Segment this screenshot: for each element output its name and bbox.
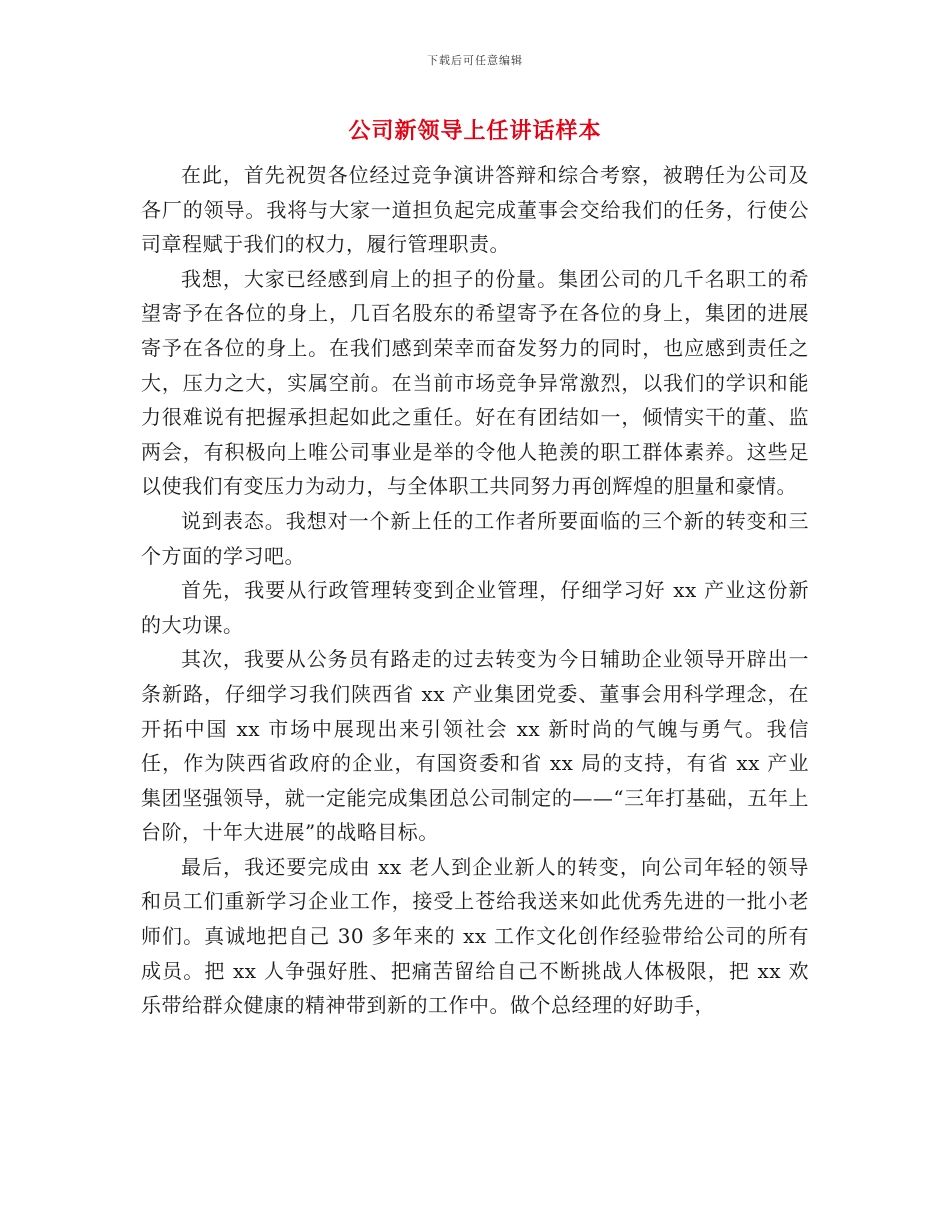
paragraph-2: 我想，大家已经感到肩上的担子的份量。集团公司的几千名职工的希望寄予在各位的身上，几百名股东的希望寄予在各位的身上，集团的进展寄予在各位的身上。在我们感到荣幸而奋发努力的同时，也应感到责任之大，压力之大，实属空前。在当前市场竞争异常激烈，以我们的学识和能力很难说有把握承担起如此之重任。好在有团结如一，倾情实干的董、监两会，有积极向上唯公司事业是举的令他人艳羡的职工群体素养。这些足以使我们有变压力为动力，与全体职工共同努力再创辉煌的胆量和豪情。 <box>141 266 809 499</box>
paragraph-3: 说到表态。我想对一个新上任的工作者所要面临的三个新的转变和三个方面的学习吧。 <box>141 508 809 568</box>
document-title: 公司新领导上任讲话样本 <box>348 118 602 144</box>
paragraph-1: 在此，首先祝贺各位经过竞争演讲答辩和综合考察，被聘任为公司及各厂的领导。我将与大家一道担负起完成董事会交给我们的任务，行使公司章程赋于我们的权力，履行管理职责。 <box>141 163 809 257</box>
document-body <box>141 158 809 1023</box>
paragraph-4: 首先，我要从行政管理转变到企业管理，仔细学习好 xx 产业这份新的大功课。 <box>141 578 809 637</box>
paragraph-6: 最后，我还要完成由 xx 老人到企业新人的转变，向公司年轻的领导和员工们重新学习企业工作，接受上苍给我送来如此优秀先进的一批小老师们。真诚地把自己 30 多年来的 xx 工作文化创作经验带给公司的所有成员。把 xx 人争强好胜、把痛苦留给自己不断挑战人体极限，把 xx 欢乐带给群众健康的精神带到新的工作中。做个总经理的好助手， <box>141 854 809 1018</box>
paragraph-5: 其次，我要从公务员有路走的过去转变为今日辅助企业领导开辟出一条新路，仔细学习我们陕西省 xx 产业集团党委、董事会用科学理念，在开拓中国 xx 市场中展现出来引领社会 xx 新时尚的气魄与勇气。我信任，作为陕西省政府的企业，有国资委和省 xx 局的支持，有省 xx 产业集团坚强领导，就一定能完成集团总公司制定的——“三年打基础，五年上台阶，十年大进展”的战略目标。 <box>141 647 809 845</box>
header-note: 下载后可任意编辑 <box>427 54 523 67</box>
